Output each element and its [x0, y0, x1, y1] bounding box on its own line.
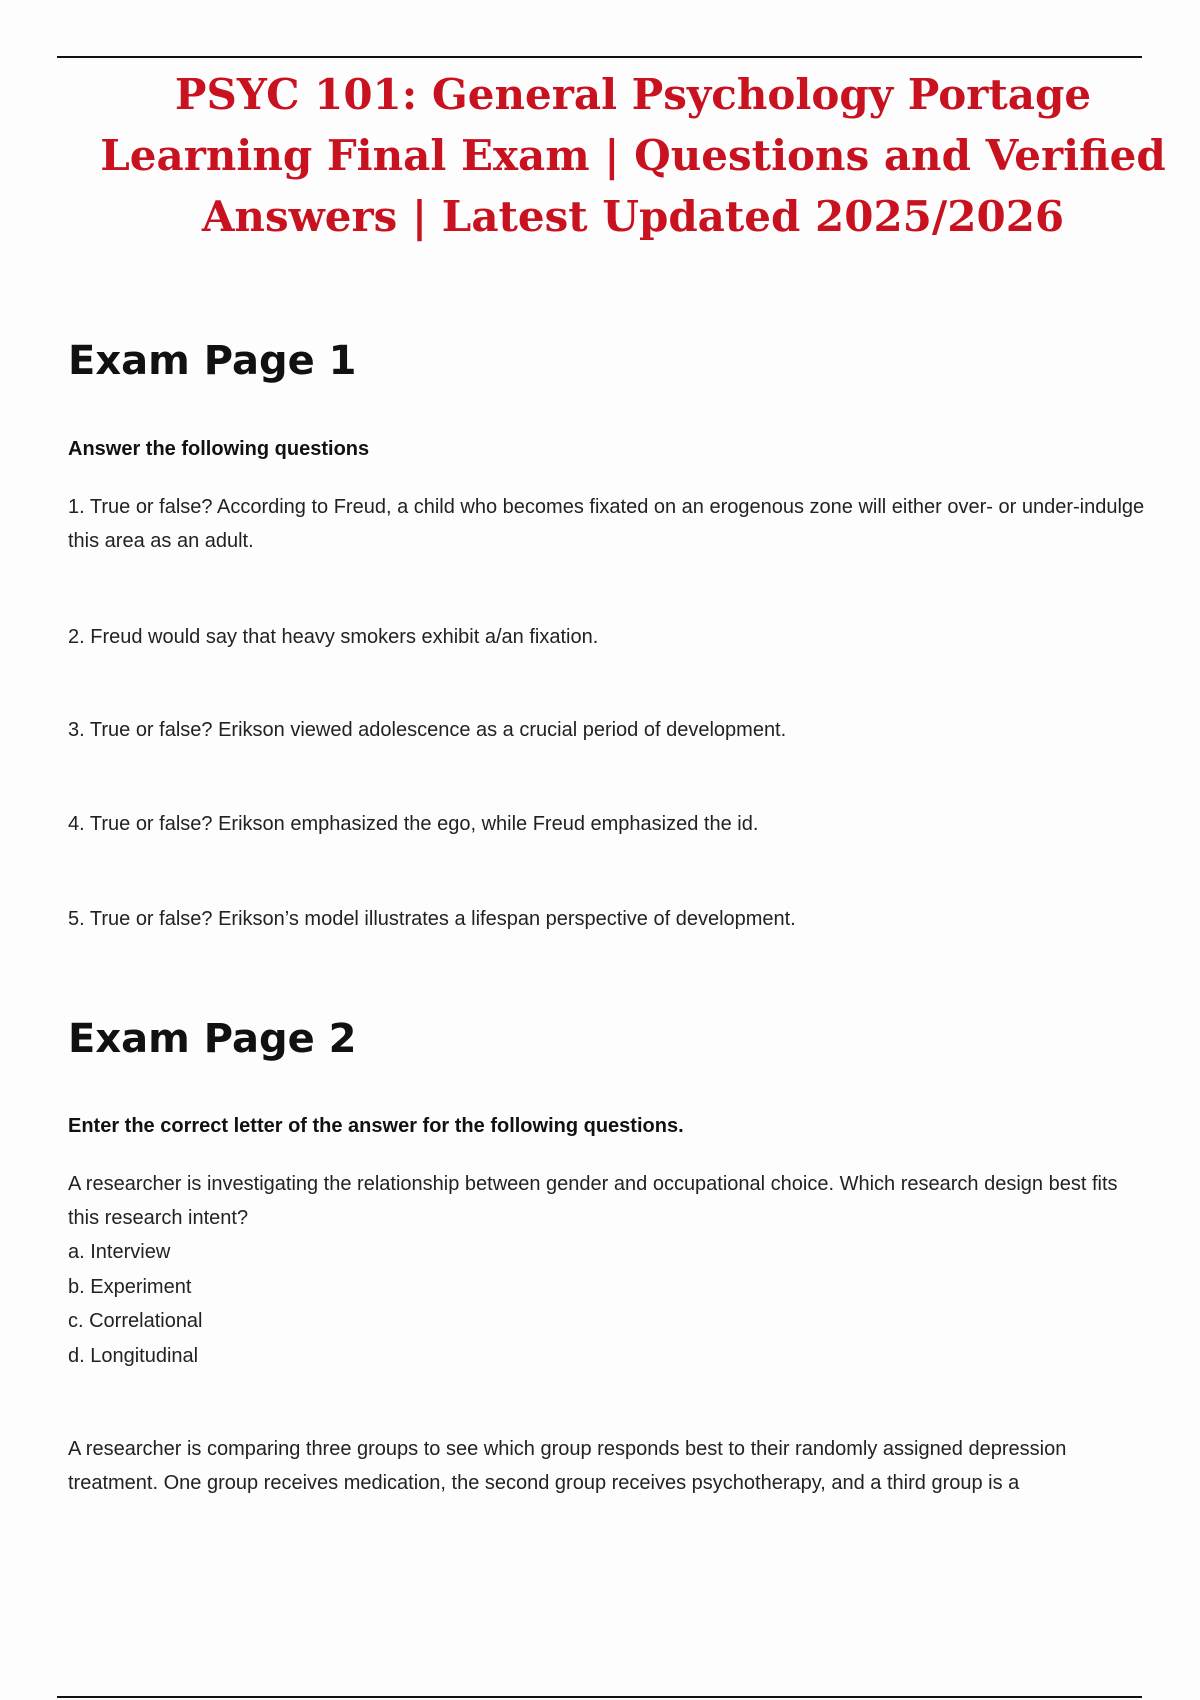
question-7: A researcher is comparing three groups to see which group responds best to their randomly assigned depression treatment. One group receives medication, the second group receives psychotherapy, and a third group is a: [68, 1438, 1067, 1494]
option-c: c. Correlational: [68, 1310, 203, 1332]
question-2: 2. Freud would say that heavy smokers exhibit a/an fixation.: [68, 626, 599, 648]
top-divider: [57, 56, 1142, 58]
option-a: a. Interview: [68, 1241, 171, 1263]
exam-page-2-instruction: Enter the correct letter of the answer for the following questions.: [68, 1115, 684, 1137]
question-3: 3. True or false? Erikson viewed adolescence as a crucial period of development.: [68, 719, 787, 741]
exam-page-1-heading: Exam Page 1: [68, 338, 357, 384]
question-5: 5. True or false? Erikson’s model illustrates a lifespan perspective of development.: [68, 908, 796, 930]
document-title: PSYC 101: General Psychology Portage Learning Final Exam | Questions and Verified Answers | Latest Updated 2025/2026: [100, 70, 1166, 241]
question-1: 1. True or false? According to Freud, a child who becomes fixated on an erogenous zone will either over- or under-indulge this area as an adult.: [68, 496, 1145, 552]
exam-page-1-instruction: Answer the following questions: [68, 438, 370, 460]
option-b: b. Experiment: [68, 1275, 192, 1298]
question-4: 4. True or false? Erikson emphasized the ego, while Freud emphasized the id.: [68, 813, 759, 835]
option-d: d. Longitudinal: [68, 1344, 199, 1367]
bottom-divider: [57, 1696, 1142, 1698]
exam-page-2-heading: Exam Page 2: [68, 1016, 357, 1062]
question-6: A researcher is investigating the relationship between gender and occupational choice. Which research design best fits this research intent?: [68, 1173, 1118, 1229]
question-6-options: [68, 1235, 203, 1373]
